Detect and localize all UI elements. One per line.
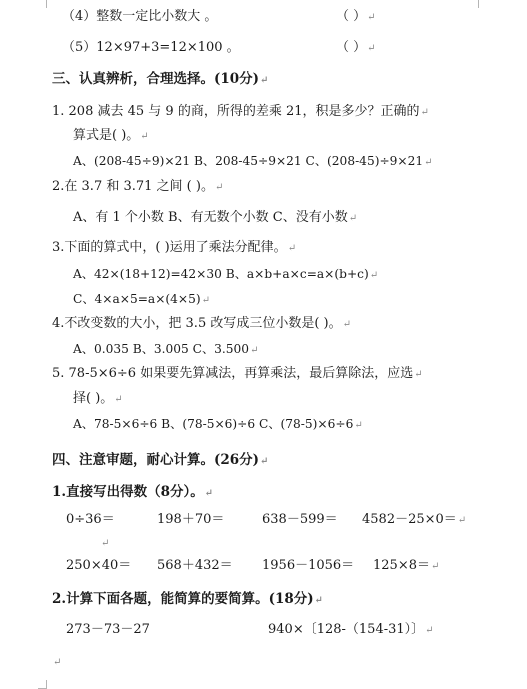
return-mark: ↵ [342, 319, 352, 330]
calc-item: 0÷36＝ [66, 512, 115, 527]
return-mark: ↵ [414, 369, 423, 380]
judge-item-5-answer: （ ）↵ [336, 40, 376, 55]
q2-stem: 2.在 3.7 和 3.71 之间 ( )。↵ [52, 179, 224, 194]
calc-problem: 273－73－27 [66, 622, 150, 637]
calc-item: 638－599＝ [262, 512, 338, 527]
section-3-title: 三、认真辨析，合理选择。(10分)↵ [52, 71, 269, 87]
section-4-title: 四、注意审题，耐心计算。(26分)↵ [52, 452, 269, 468]
q4-stem: 4.不改变数的大小，把 3.5 改写成三位小数是( )。↵ [52, 316, 352, 331]
return-mark: ↵ [420, 107, 429, 118]
judge-item-4-answer: （ ）↵ [336, 9, 376, 24]
return-mark: ↵ [204, 488, 214, 499]
return-mark: ↵ [457, 515, 467, 526]
return-mark: ↵ [430, 561, 440, 572]
q4-options: A、0.035 B、3.005 C、3.500↵ [73, 342, 259, 356]
calc-item: 568＋432＝ [157, 558, 233, 573]
return-mark: ↵ [424, 157, 433, 168]
return-mark: ↵ [367, 12, 376, 23]
return-mark: ↵ [260, 456, 269, 467]
return-mark: ↵ [354, 420, 363, 431]
calc-item: 1956－1056＝ [262, 558, 355, 573]
empty-line-mark: ↵ [53, 657, 62, 668]
calc-problem: 940×〔128-（154-31）〕↵ [268, 622, 434, 637]
calc-item: 125×8＝↵ [373, 558, 440, 573]
return-mark: ↵ [114, 394, 123, 405]
page-corner-mark [38, 0, 47, 8]
return-mark: ↵ [201, 295, 211, 306]
calc-item: 4582－25×0＝↵ [362, 512, 467, 527]
q5-stem-line2: 择( )。↵ [73, 391, 123, 406]
page-corner-mark [478, 0, 487, 8]
return-mark: ↵ [250, 345, 259, 356]
calc-item: 250×40＝ [66, 558, 132, 573]
return-mark: ↵ [425, 625, 434, 636]
part-2-title: 2.计算下面各题，能简算的要简算。(18分)↵ [52, 591, 324, 607]
q5-stem-line1: 5. 78-5×6÷6 如果要先算减法，再算乘法，最后算除法，应选↵ [52, 366, 423, 381]
empty-line-mark: ↵ [101, 538, 110, 549]
q3-option-c: C、4×a×5=a×(4×5)↵ [73, 292, 211, 306]
calc-item: 198＋70＝ [157, 512, 225, 527]
q1-stem-line2: 算式是( )。↵ [73, 128, 149, 143]
return-mark: ↵ [367, 43, 376, 54]
q3-options-ab: A、42×(18+12)=42×30 B、a×b+a×c=a×(b+c)↵ [73, 267, 379, 281]
return-mark: ↵ [348, 213, 358, 224]
return-mark: ↵ [287, 243, 297, 254]
q3-stem: 3.下面的算式中，( )运用了乘法分配律。↵ [52, 240, 297, 255]
return-mark: ↵ [369, 270, 379, 281]
return-mark: ↵ [140, 131, 149, 142]
q1-options: A、(208-45÷9)×21 B、208-45÷9×21 C、(208-45)÷9×21↵ [73, 154, 433, 168]
part-1-title: 1.直接写出得数（8分）。↵ [52, 484, 214, 500]
judge-item-5: （5）12×97+3=12×100 。 [62, 40, 240, 55]
q2-options: A、有 1 个小数 B、有无数个小数 C、没有小数↵ [73, 210, 358, 225]
judge-item-4: （4）整数一定比小数大 。 [62, 9, 218, 24]
return-mark: ↵ [260, 75, 269, 86]
q5-options: A、78-5×6÷6 B、(78-5×6)÷6 C、(78-5)×6÷6↵ [73, 417, 363, 431]
return-mark: ↵ [214, 182, 224, 193]
return-mark: ↵ [314, 595, 324, 606]
q1-stem-line1: 1. 208 减去 45 与 9 的商，所得的差乘 21，积是多少？正确的↵ [52, 104, 429, 119]
